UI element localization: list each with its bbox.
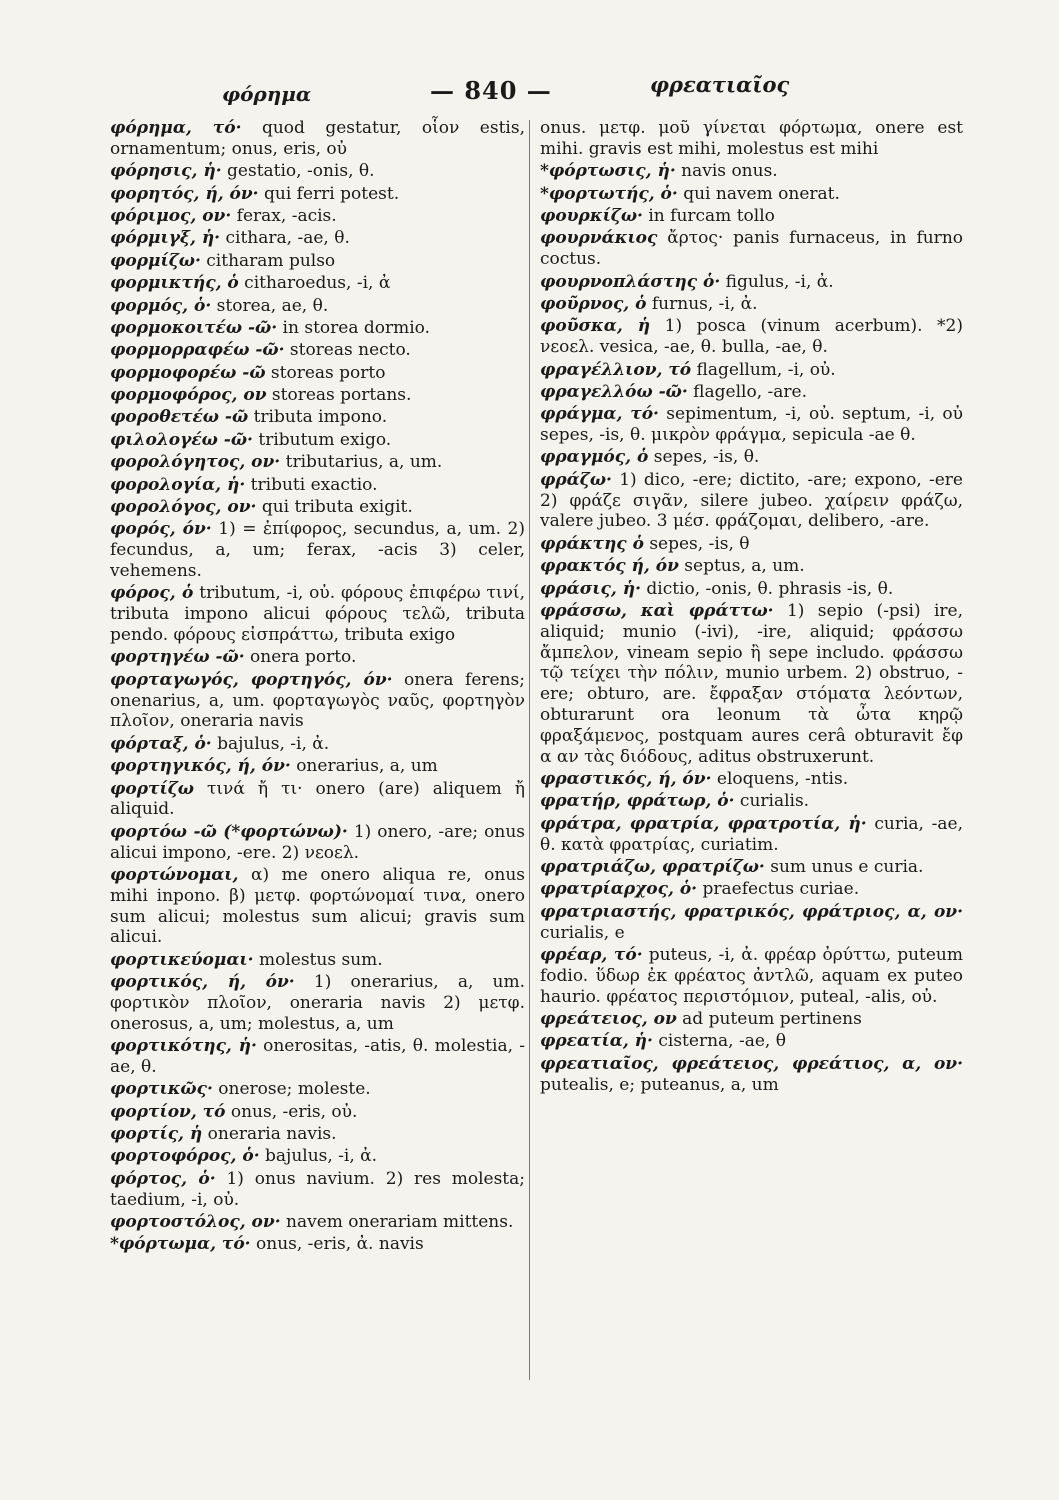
dictionary-entry	[540, 161, 963, 182]
entry-headword: φορτικός, ή, όν·	[110, 972, 295, 993]
entry-headword: φορτηγέω -ῶ·	[110, 647, 245, 668]
entry-definition: ad puteum pertinens	[676, 1008, 862, 1029]
entry-headword: φιλολογέω -ῶ·	[110, 429, 253, 450]
entry-definition: navis onus.	[675, 161, 778, 182]
entry-headword: φορμοφόρος, ον	[110, 385, 267, 406]
entry-definition: 1) onus navium. 2) res molesta; taedium, -i, οὐ.	[110, 1168, 525, 1210]
column-divider	[529, 120, 530, 1380]
page-header	[0, 72, 1059, 112]
dictionary-entry	[110, 228, 525, 249]
entry-headword: φράσσω, καὶ φράττω·	[540, 601, 774, 622]
entry-headword: φορτηγικός, ή, όν·	[110, 756, 291, 777]
entry-headword: φορμοφορέω -ῶ	[110, 362, 266, 383]
entry-headword: φουρνάκιος	[540, 228, 658, 249]
entry-definition: tributum exigo.	[252, 429, 392, 450]
entry-definition: flagellum, -i, οὐ.	[691, 359, 836, 380]
entry-definition: qui ferri potest.	[258, 183, 400, 204]
entry-definition: onerositas, -atis, θ. molestia, -ae, θ.	[110, 1036, 525, 1077]
entry-headword: φορτικεύομαι·	[110, 949, 254, 970]
entry-headword: φουρνοπλάστης ὁ·	[540, 271, 721, 292]
entry-headword: φράτρα, φρατρία, φρατροτία, ἡ·	[540, 813, 867, 834]
entry-definition: 1) posca (vinum acerbum). *2) νεοελ. vesica, -ae, θ. bulla, -ae, θ.	[540, 316, 963, 358]
entry-definition: onus, -eris, οὐ.	[225, 1101, 358, 1122]
dictionary-entry	[110, 647, 525, 668]
entry-definition: septus, a, um.	[678, 556, 805, 577]
entry-definition: gestatio, -onis, θ.	[221, 161, 375, 182]
entry-definition: storeas porto	[265, 362, 386, 383]
dictionary-entry	[110, 363, 525, 384]
entry-headword: φορολόγητος, ον·	[110, 452, 281, 473]
header-right-guideword: φρεατιαῖος	[650, 72, 790, 97]
entry-headword: φρατριαστής, φρατρικός, φράτριος, α, ον·	[540, 901, 963, 922]
left-column	[110, 118, 525, 1257]
entry-headword: φορτίς, ἡ	[110, 1124, 203, 1145]
entry-headword: φορτίζω	[110, 778, 194, 799]
entry-headword: φρεατία, ἡ·	[540, 1031, 653, 1052]
dictionary-entry	[110, 519, 525, 581]
entry-definition: curialis.	[734, 791, 810, 812]
dictionary-entry	[540, 769, 963, 790]
entry-headword: φορτοστόλος, ον·	[110, 1212, 281, 1233]
dictionary-entry	[110, 318, 525, 339]
entry-definition: oneraria navis.	[202, 1124, 337, 1145]
entry-headword: φόρταξ, ὁ·	[110, 733, 212, 754]
dictionary-entry	[110, 118, 525, 160]
dictionary-entry	[540, 470, 963, 532]
dictionary-entry	[540, 1054, 963, 1096]
dictionary-entry	[110, 497, 525, 518]
entry-headword: φορμικτής, ὁ	[110, 273, 239, 294]
dictionary-entry	[110, 1212, 525, 1233]
entry-headword: φορτικῶς·	[110, 1079, 213, 1100]
dictionary-entry	[110, 184, 525, 205]
dictionary-entry	[540, 360, 963, 381]
entry-headword: φόρημα, τό·	[110, 118, 242, 138]
dictionary-entry	[110, 430, 525, 451]
dictionary-entry	[110, 161, 525, 182]
entry-definition: furnus, -i, ἀ.	[646, 293, 758, 314]
entry-definition: ἄρτος· panis furnaceus, in furno coctus.	[540, 228, 963, 270]
entry-definition: putealis, e; puteanus, a, um	[540, 1074, 779, 1095]
dictionary-entry	[540, 206, 963, 227]
dictionary-entry	[540, 534, 963, 555]
entry-headword: φραγελλόω -ῶ·	[540, 381, 688, 402]
entry-definition: curialis, e	[540, 922, 625, 943]
entry-headword: φοῦσκα, ἡ	[540, 316, 651, 337]
entry-definition: onera porto.	[244, 647, 357, 668]
right-column	[540, 118, 963, 1097]
entry-definition: citharoedus, -i, ἀ	[238, 273, 391, 294]
entry-definition: in furcam tollo	[642, 205, 775, 226]
entry-headword: φόρησις, ἡ·	[110, 161, 222, 182]
entry-definition: qui tributa exigit.	[256, 497, 413, 518]
entry-headword: φορμορραφέω -ῶ·	[110, 340, 285, 361]
entry-definition: onera ferens; onenarius, a, um. φορταγωγὸς ναῦς, φορτηγὸν πλοῖον, oneraria navis	[110, 669, 525, 732]
dictionary-entry	[110, 670, 525, 732]
dictionary-entry	[540, 382, 963, 403]
entry-headword: φουρκίζω·	[540, 205, 643, 226]
entry-headword: φραστικός, ή, όν·	[540, 769, 712, 789]
dictionary-entry	[110, 1036, 525, 1078]
entry-definition: 1) sepio (-psi) ire, aliquid; munio (-ivi), -ire, aliquid; φράσσω ἄμπελον, vineam sepio ἢ sepe includo. φράσσω τῷ τείχει τὴν πόλιν, munio urbem. 2) obstruo, -ere; obturo, are. ἔφραξαν στόματα λεόντων, obturarunt ora leonum τὰ ὦτα κηρῷ φραξάμενος, postquam aures cerâ obturavit ἔφ α αν τὰς διόδους, aditus obstruxerunt.	[540, 601, 963, 767]
dictionary-entry	[110, 1234, 525, 1255]
entry-definition: τινά ἤ τι· onero (are) aliquem ἤ aliquid.	[110, 778, 525, 820]
entry-headword: φρατριάζω, φρατρίζω·	[540, 856, 765, 877]
entry-headword: φρατήρ, φράτωρ, ὁ·	[540, 791, 735, 812]
entry-headword: φορτόω -ῶ (*φορτώνω)·	[110, 821, 348, 842]
dictionary-entry	[110, 407, 525, 428]
dictionary-entry	[540, 879, 963, 900]
entry-headword: φράκτης ὁ	[540, 533, 644, 554]
entry-definition: storea, ae, θ.	[211, 295, 329, 316]
dictionary-entry	[110, 734, 525, 755]
dictionary-entry	[540, 902, 963, 944]
entry-headword: φορμίζω·	[110, 250, 201, 271]
entry-headword: φρεατιαῖος, φρεάτειος, φρεάτιος, α, ον·	[540, 1053, 963, 1074]
dictionary-entry	[540, 316, 963, 358]
dictionary-entry	[540, 228, 963, 270]
entry-headword: φόρτος, ὁ·	[110, 1168, 216, 1189]
entry-headword: φραγέλλιον, τό	[540, 359, 692, 380]
dictionary-entry	[540, 184, 963, 205]
entry-headword: φρακτός ή, όν	[540, 556, 679, 577]
entry-definition: puteus, -i, ἀ. φρέαρ ὀρύττω, puteum fodio. ὕδωρ ἐκ φρέατος ἀντλῶ, aquam ex puteo haurio. φρέατος περιστόμιον, puteal, -alis, οὐ.	[540, 944, 963, 1007]
entry-definition: tributum, -i, οὐ. φόρους ἐπιφέρω τινί, tributa impono alicui φόρους τελῶ, tributa pendo. φόρους εἰσπράττω, tributa exigo	[110, 583, 525, 646]
dictionary-entry	[110, 779, 525, 821]
dictionary-entry	[110, 1169, 525, 1211]
entry-definition: onerarius, a, um	[290, 756, 438, 777]
dictionary-entry	[110, 865, 525, 948]
entry-definition: quod gestatur, οἷον estis, ornamentum; onus, eris, οὐ	[110, 118, 525, 159]
entry-definition: curia, -ae, θ. κατὰ φρατρίας, curiatim.	[540, 813, 963, 855]
dictionary-entry	[540, 1009, 963, 1030]
entry-definition: tributa impono.	[248, 407, 388, 428]
dictionary-entry	[110, 1102, 525, 1123]
entry-definition: flagello, -are.	[687, 381, 807, 402]
entry-headword: φράσις, ἡ·	[540, 578, 641, 599]
dictionary-entry	[110, 583, 525, 645]
entry-definition: onus. μετφ. μοῦ γίνεται φόρτωμα, onere est mihi. gravis est mihi, molestus est mihi	[540, 118, 963, 159]
entry-definition: molestus sum.	[253, 949, 383, 970]
dictionary-entry	[110, 475, 525, 496]
entry-definition: bajulus, -i, ἀ.	[259, 1146, 378, 1167]
entry-definition: α) me onero aliqua re, onus mihi inpono. β) μετφ. φορτώνομαί τινα, onero sum alicui; molestus sum alicui; gravis sum alicui.	[110, 864, 525, 948]
entry-definition: ferax, -acis.	[231, 205, 337, 226]
entry-definition: in storea dormio.	[277, 317, 431, 338]
entry-definition: dictio, -onis, θ. phrasis -is, θ.	[641, 578, 894, 599]
dictionary-entry	[540, 447, 963, 468]
entry-definition: 1) onerarius, a, um. φορτικὸν πλοῖον, oneraria navis 2) μετφ. onerosus, a, um; molestus, a, um	[110, 972, 525, 1034]
dictionary-entry	[540, 118, 963, 160]
entry-definition: bajulus, -i, ἀ.	[211, 733, 330, 754]
entry-headword: φρέαρ, τό·	[540, 944, 643, 965]
dictionary-entry	[110, 452, 525, 473]
entry-definition: eloquens, -ntis.	[711, 769, 849, 789]
dictionary-entry	[110, 1146, 525, 1167]
entry-headword: φοροθετέω -ῶ	[110, 407, 249, 428]
entry-headword: φορός, όν·	[110, 519, 212, 540]
entry-definition: sepes, -is, θ	[643, 533, 750, 554]
dictionary-entry	[540, 579, 963, 600]
entry-headword: *φόρτωσις, ἡ·	[540, 161, 676, 182]
entry-definition: tributarius, a, um.	[280, 452, 443, 473]
dictionary-entry	[110, 1079, 525, 1100]
dictionary-entry	[110, 340, 525, 361]
entry-headword: *φορτωτής, ὁ·	[540, 183, 678, 204]
dictionary-entry	[540, 294, 963, 315]
entry-definition: 1) onero, -are; onus alicui impono, -ere. 2) νεοελ.	[110, 821, 525, 863]
dictionary-entry	[540, 556, 963, 577]
entry-headword: φορμοκοιτέω -ῶ·	[110, 317, 278, 338]
entry-definition: qui navem onerat.	[677, 183, 840, 204]
entry-headword: φόριμος, ον·	[110, 205, 232, 226]
entry-headword: φορητός, ή, όν·	[110, 183, 259, 204]
dictionary-entry	[110, 756, 525, 777]
entry-headword: φράζω·	[540, 469, 612, 490]
entry-definition: sum unus e curia.	[764, 856, 924, 877]
dictionary-entry	[540, 857, 963, 878]
entry-definition: storeas necto.	[284, 340, 411, 361]
dictionary-entry	[110, 296, 525, 317]
dictionary-entry	[540, 945, 963, 1007]
entry-definition: praefectus curiae.	[697, 879, 860, 900]
entry-definition: onus, -eris, ἀ. navis	[250, 1234, 424, 1255]
entry-headword: φόρμιγξ, ἡ·	[110, 228, 221, 249]
entry-headword: φορτικότης, ἡ·	[110, 1036, 257, 1057]
entry-definition: sepimentum, -i, οὐ. septum, -i, οὐ sepes, -is, θ. μικρὸν φράγμα, sepicula -ae θ.	[540, 404, 963, 446]
dictionary-entry	[540, 814, 963, 856]
entry-definition: 1) = ἐπίφορος, secundus, a, um. 2) fecundus, a, um; ferax, -acis 3) celer, vehemens.	[110, 519, 525, 582]
dictionary-entry	[110, 1124, 525, 1145]
entry-headword: φορτώνομαι,	[110, 864, 239, 885]
dictionary-entry	[110, 972, 525, 1034]
entry-definition: onerose; moleste.	[212, 1079, 371, 1100]
dictionary-entry	[540, 791, 963, 812]
dictionary-entry	[540, 404, 963, 446]
entry-headword: φράγμα, τό·	[540, 404, 659, 425]
entry-definition: navem onerariam mittens.	[280, 1212, 514, 1233]
entry-headword: φρεάτειος, ον	[540, 1008, 677, 1029]
entry-headword: φορταγωγός, φορτηγός, όν·	[110, 669, 393, 690]
entry-headword: φορμός, ὁ·	[110, 295, 212, 316]
entry-headword: φορολόγος, ον·	[110, 497, 257, 518]
entry-headword: *φόρτωμα, τό·	[110, 1234, 251, 1255]
entry-headword: φραγμός, ὁ	[540, 447, 649, 468]
dictionary-entry	[110, 206, 525, 227]
entry-headword: φορολογία, ἡ·	[110, 474, 246, 495]
entry-definition: 1) dico, -ere; dictito, -are; expono, -ere 2) φράζε σιγᾶν, silere jubeo. χαίρειν φράζω, valere jubeo. 3 μέσ. φράζομαι, delibero, -are.	[540, 469, 963, 532]
entry-definition: sepes, -is, θ.	[648, 447, 760, 468]
entry-headword: φοῦρνος, ὁ	[540, 293, 647, 314]
dictionary-entry	[110, 273, 525, 294]
entry-definition: storeas portans.	[266, 385, 412, 406]
entry-definition: figulus, -i, ἀ.	[720, 271, 834, 292]
dictionary-entry	[110, 950, 525, 971]
entry-headword: φόρος, ὁ	[110, 583, 194, 604]
entry-definition: citharam pulso	[200, 250, 336, 271]
page-number: — 840 —	[430, 76, 552, 105]
entry-headword: φορτίον, τό	[110, 1101, 226, 1122]
dictionary-entry	[110, 251, 525, 272]
entry-headword: φορτοφόρος, ὁ·	[110, 1146, 260, 1167]
entry-headword: φρατρίαρχος, ὁ·	[540, 879, 698, 900]
entry-definition: cithara, -ae, θ.	[220, 228, 350, 249]
entry-definition: cisterna, -ae, θ	[652, 1031, 786, 1052]
dictionary-entry	[540, 601, 963, 767]
dictionary-entry	[540, 272, 963, 293]
dictionary-entry	[540, 1031, 963, 1052]
entry-definition: tributi exactio.	[245, 474, 378, 495]
header-left-guideword: φόρημα	[222, 82, 312, 106]
dictionary-entry	[110, 385, 525, 406]
dictionary-entry	[110, 822, 525, 864]
